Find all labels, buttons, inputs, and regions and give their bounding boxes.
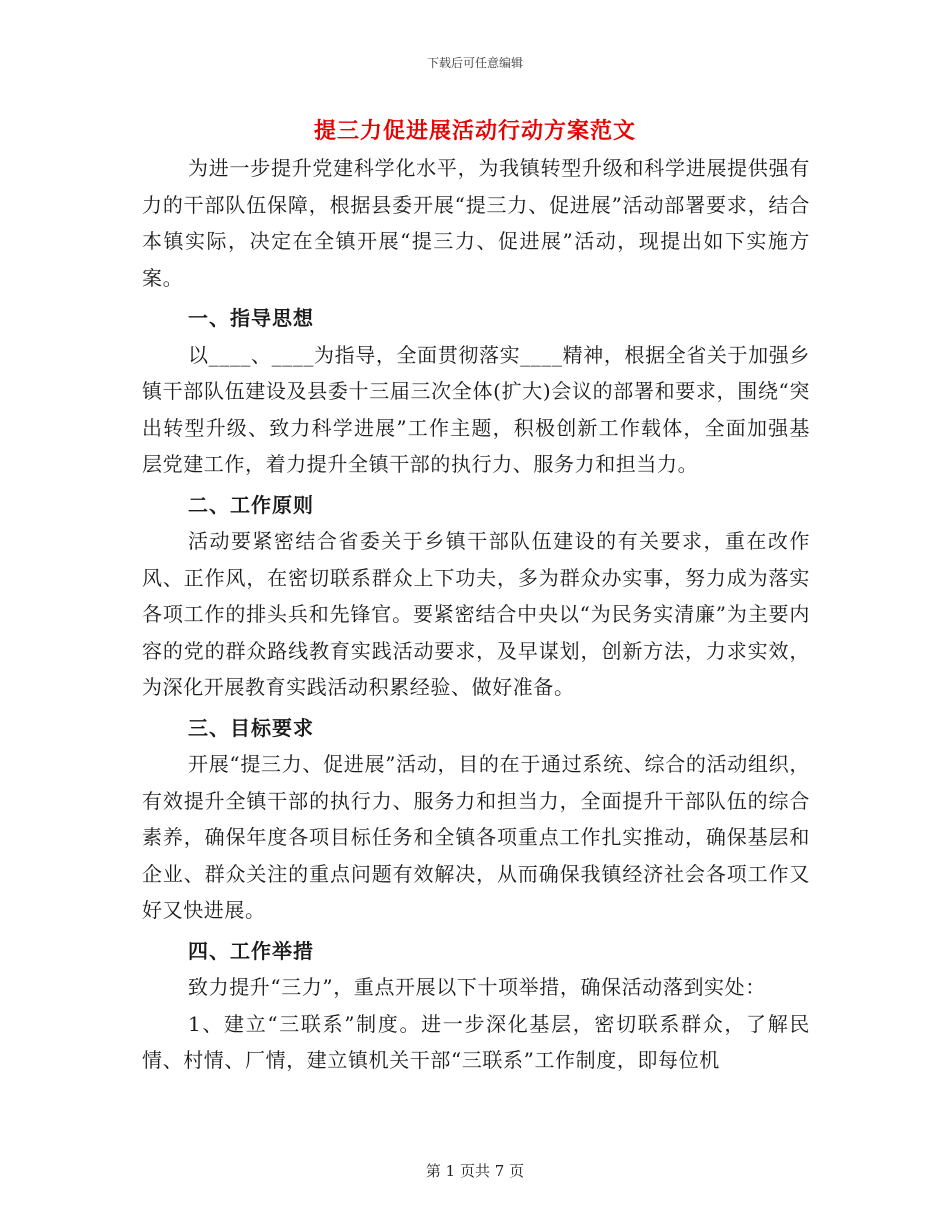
section-heading-goals: 三、目标要求 xyxy=(188,715,314,740)
document-body xyxy=(142,150,810,1079)
section-heading-work-principles: 二、工作原则 xyxy=(188,492,314,517)
section-paragraph: 以____、____为指导，全面贯彻落实____精神，根据全省关于加强乡镇干部队伍建设及县委十三届三次全体(扩大)会议的部署和要求，围绕“突出转型升级、致力科学进展”工作主题，积极创新工作载体，全面加强基层党建工作，着力提升全镇干部的执行力、服务力和担当力。 xyxy=(142,342,810,476)
section-paragraph: 活动要紧密结合省委关于乡镇干部队伍建设的有关要求，重在改作风、正作风，在密切联系群众上下功夫，多为群众办实事，努力成为落实各项工作的排头兵和先锋官。要紧密结合中央以“为民务实清廉”为主要内容的党的群众路线教育实践活动要求，及早谋划，创新方法，力求实效，为深化开展教育实践活动积累经验、做好准备。 xyxy=(142,529,810,699)
intro-paragraph: 为进一步提升党建科学化水平，为我镇转型升级和科学进展提供强有力的干部队伍保障，根据县委开展“提三力、促进展”活动部署要求，结合本镇实际，决定在全镇开展“提三力、促进展”活动，现提出如下实施方案。 xyxy=(142,156,810,290)
section-paragraph: 1、建立“三联系”制度。进一步深化基层，密切联系群众，了解民情、村情、厂情，建立镇机关干部“三联系”工作制度，即每位机 xyxy=(142,1011,810,1072)
page-footer: 第 1 页共 7 页 xyxy=(425,1162,525,1180)
section-paragraph: 致力提升“三力”，重点开展以下十项举措，确保活动落到实处： xyxy=(188,975,766,999)
document-title: 提三力促进展活动行动方案范文 xyxy=(313,118,636,144)
section-heading-guiding-ideology: 一、指导思想 xyxy=(188,306,314,330)
page-header: 下载后可任意编辑 xyxy=(426,56,523,70)
section-paragraph: 开展“提三力、促进展”活动，目的在于通过系统、综合的活动组织，有效提升全镇干部的执行力、服务力和担当力，全面提升干部队伍的综合素养，确保年度各项目标任务和全镇各项重点工作扎实推动，确保基层和企业、群众关注的重点问题有效解决，从而确保我镇经济社会各项工作又好又快进展。 xyxy=(142,752,810,922)
section-heading-measures: 四、工作举措 xyxy=(188,938,314,963)
